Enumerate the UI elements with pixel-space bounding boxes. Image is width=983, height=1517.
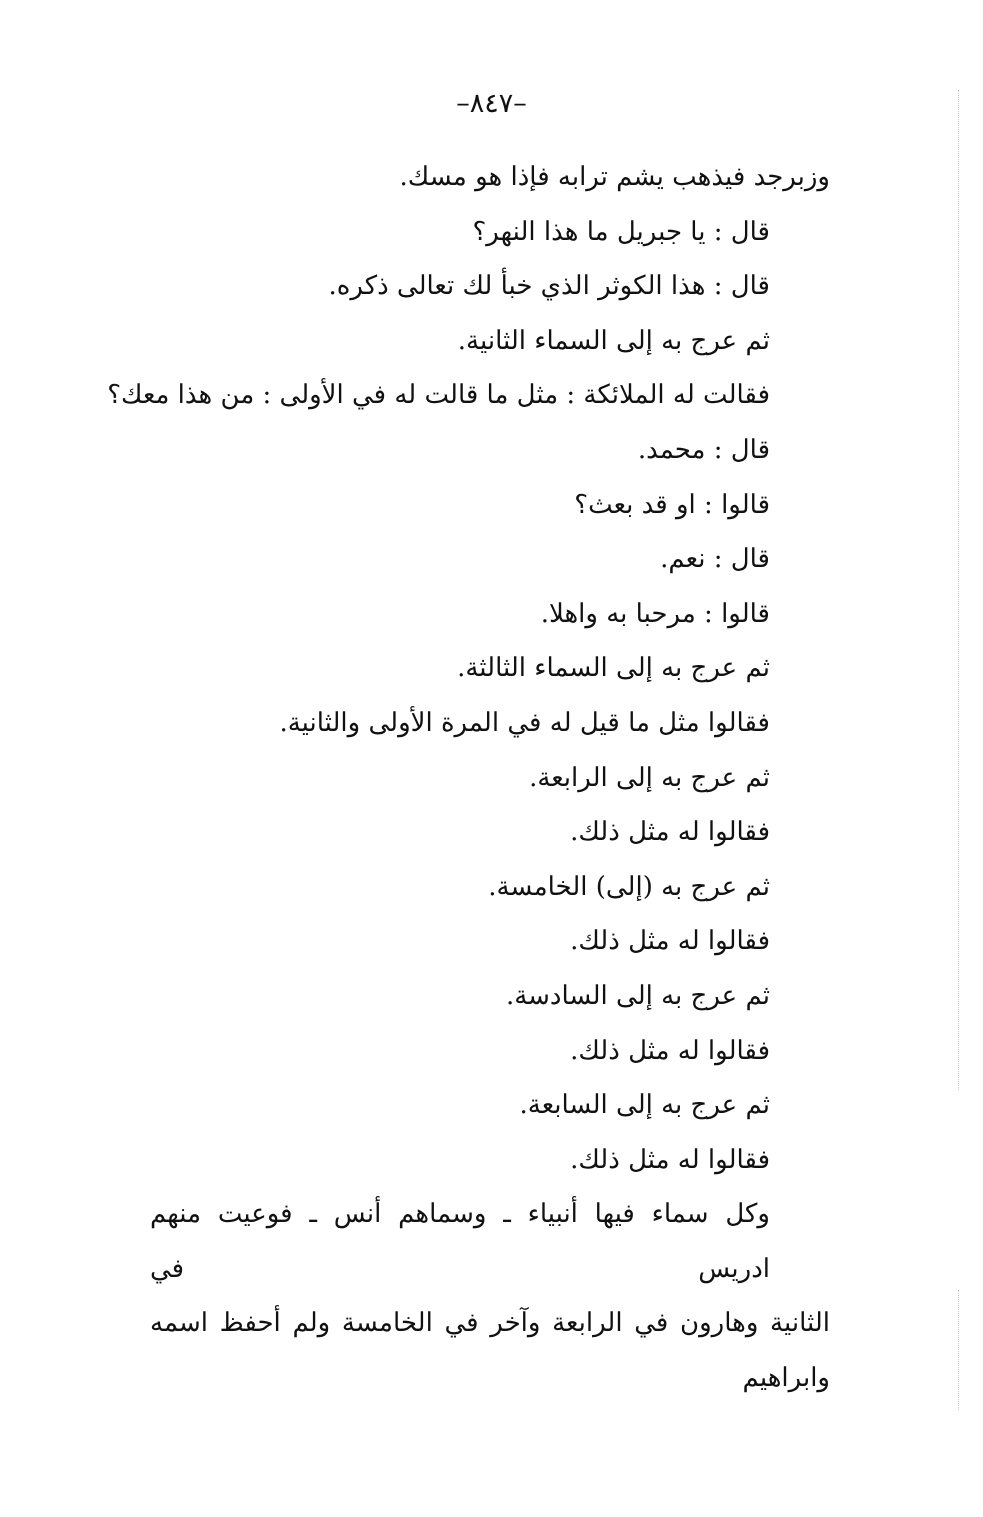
text-line: فقالوا له مثل ذلك. (570, 926, 770, 957)
scan-edge-mark (958, 90, 959, 1090)
text-line: ثم عرج به إلى السماء الثالثة. (457, 653, 770, 684)
text-line: قالوا : او قد بعث؟ (574, 489, 770, 520)
text-line: فقالوا له مثل ذلك. (570, 817, 770, 848)
page-number: –٨٤٧– (456, 88, 527, 119)
scan-edge-mark (958, 1290, 959, 1410)
text-line: ثم عرج به (إلى) الخامسة. (488, 871, 770, 902)
text-line: قال : محمد. (637, 434, 770, 465)
text-line: فقالوا له مثل ذلك. (570, 1035, 770, 1066)
text-line: فقالوا مثل ما قيل له في المرة الأولى والثانية. (279, 707, 770, 738)
text-line: ثم عرج به إلى السابعة. (519, 1090, 770, 1121)
text-line: الثانية وهارون في الرابعة وآخر في الخامسة ولم أحفظ اسمه وابراهيم (150, 1308, 830, 1394)
text-line: قال : هذا الكوثر الذي خبأ لك تعالى ذكره. (328, 271, 770, 302)
text-line: وكل سماء فيها أنبياء ـ وسماهم أنس ـ فوعيت منهم ادريس في (150, 1199, 770, 1284)
text-line: ثم عرج به إلى السماء الثانية. (457, 325, 770, 356)
text-line: فقالوا له مثل ذلك. (570, 1144, 770, 1175)
text-line: ثم عرج به إلى السادسة. (505, 980, 770, 1011)
text-line: ثم عرج به إلى الرابعة. (529, 762, 770, 793)
text-line: قال : نعم. (660, 544, 770, 575)
text-line: فقالت له الملائكة : مثل ما قالت له في الأولى : من هذا معك؟ (107, 380, 770, 411)
text-line: قال : يا جبريل ما هذا النهر؟ (472, 216, 770, 247)
body-text (107, 150, 830, 1406)
text-line: قالوا : مرحبا به واهلا. (540, 598, 770, 629)
text-line: وزبرجد فيذهب يشم ترابه فإذا هو مسك. (399, 162, 830, 192)
